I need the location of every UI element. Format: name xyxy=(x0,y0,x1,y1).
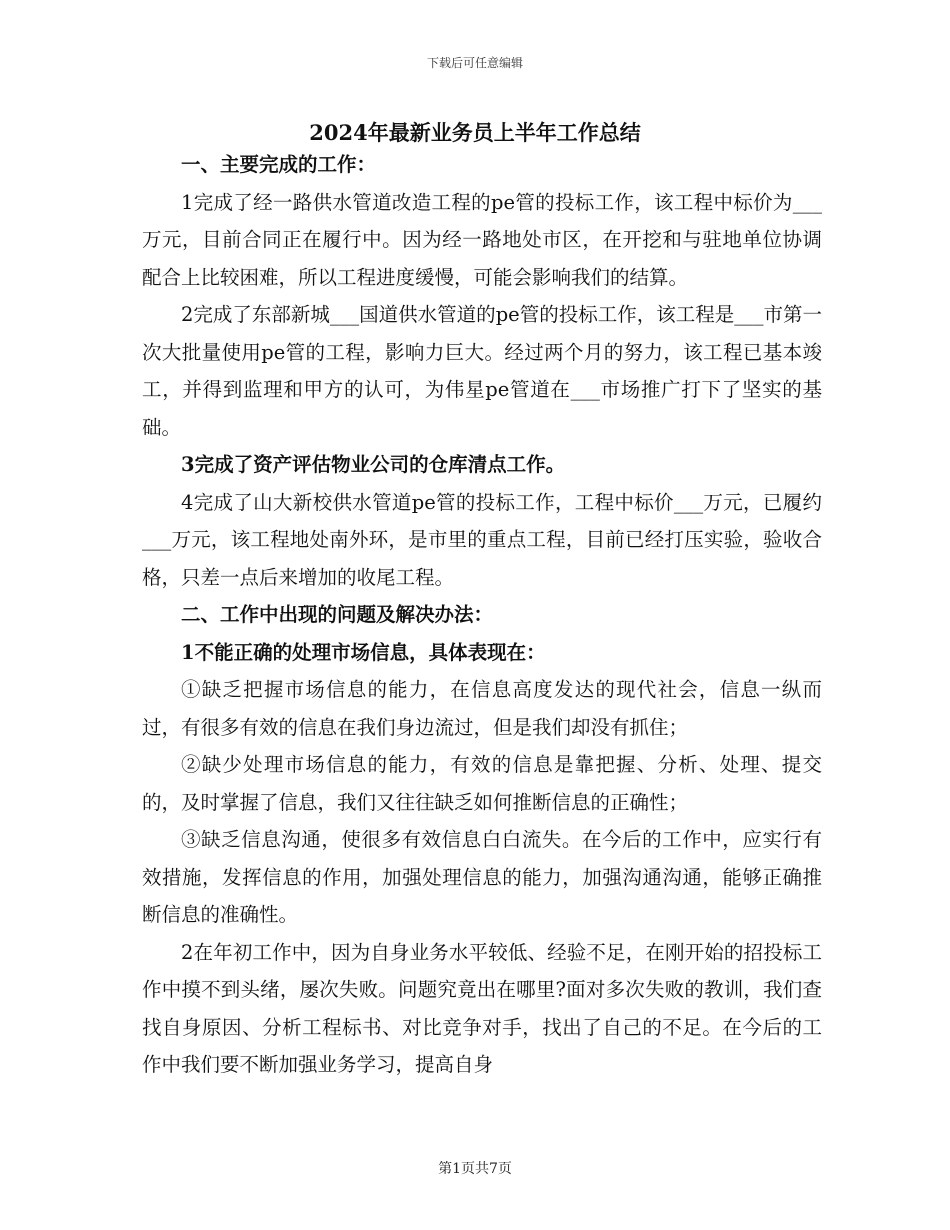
problem-point-2: ②缺少处理市场信息的能力，有效的信息是靠把握、分析、处理、提交的，及时掌握了信息，我们又往往缺乏如何推断信息的正确性； xyxy=(142,753,822,814)
document-title: 2024年最新业务员上半年工作总结 xyxy=(309,120,641,145)
paragraph-item-1: 1完成了经一路供水管道改造工程的pe管的投标工作，该工程中标价为___万元，目前合同正在履行中。因为经一路地处市区，在开挖和与驻地单位协调配合上比较困难，所以工程进度缓慢，可能会影响我们的结算。 xyxy=(142,190,822,289)
paragraph-item-2: 2完成了东部新城___国道供水管道的pe管的投标工作，该工程是___市第一次大批量使用pe管的工程，影响力巨大。经过两个月的努力，该工程已基本竣工，并得到监理和甲方的认可，为伟星pe管道在___市场推广打下了坚实的基础。 xyxy=(142,303,822,439)
problem-point-3: ③缺乏信息沟通，使很多有效信息白白流失。在今后的工作中，应实行有效措施，发挥信息的作用，加强处理信息的能力，加强沟通沟通，能够正确推断信息的准确性。 xyxy=(142,828,822,926)
section-heading-problems: 二、工作中出现的问题及解决办法： xyxy=(181,603,494,626)
problem-heading-1: 1不能正确的处理市场信息，具体表现在： xyxy=(181,640,546,664)
document-body xyxy=(142,146,822,1084)
page-number-footer: 第1页共7页 xyxy=(438,1161,512,1177)
problem-paragraph-2: 2在年初工作中，因为自身业务水平较低、经验不足，在刚开始的招投标工作中摸不到头绪，屡次失败。问题究竟出在哪里?面对多次失败的教训，我们查找自身原因、分析工程标书、对比竞争对手，找出了自己的不足。在今后的工作中我们要不断加强业务学习，提高自身 xyxy=(142,940,822,1076)
paragraph-item-4: 4完成了山大新校供水管道pe管的投标工作，工程中标价___万元，已履约___万元，该工程地处南外环，是市里的重点工程，目前已经打压实验，验收合格，只差一点后来增加的收尾工程。 xyxy=(142,490,822,589)
paragraph-item-3: 3完成了资产评估物业公司的仓库清点工作。 xyxy=(181,453,566,476)
header-note: 下载后可任意编辑 xyxy=(426,56,523,70)
problem-point-1: ①缺乏把握市场信息的能力，在信息高度发达的现代社会，信息一纵而过，有很多有效的信息在我们身边流过，但是我们却没有抓住； xyxy=(142,678,822,739)
section-heading-main-work: 一、主要完成的工作： xyxy=(181,153,377,176)
